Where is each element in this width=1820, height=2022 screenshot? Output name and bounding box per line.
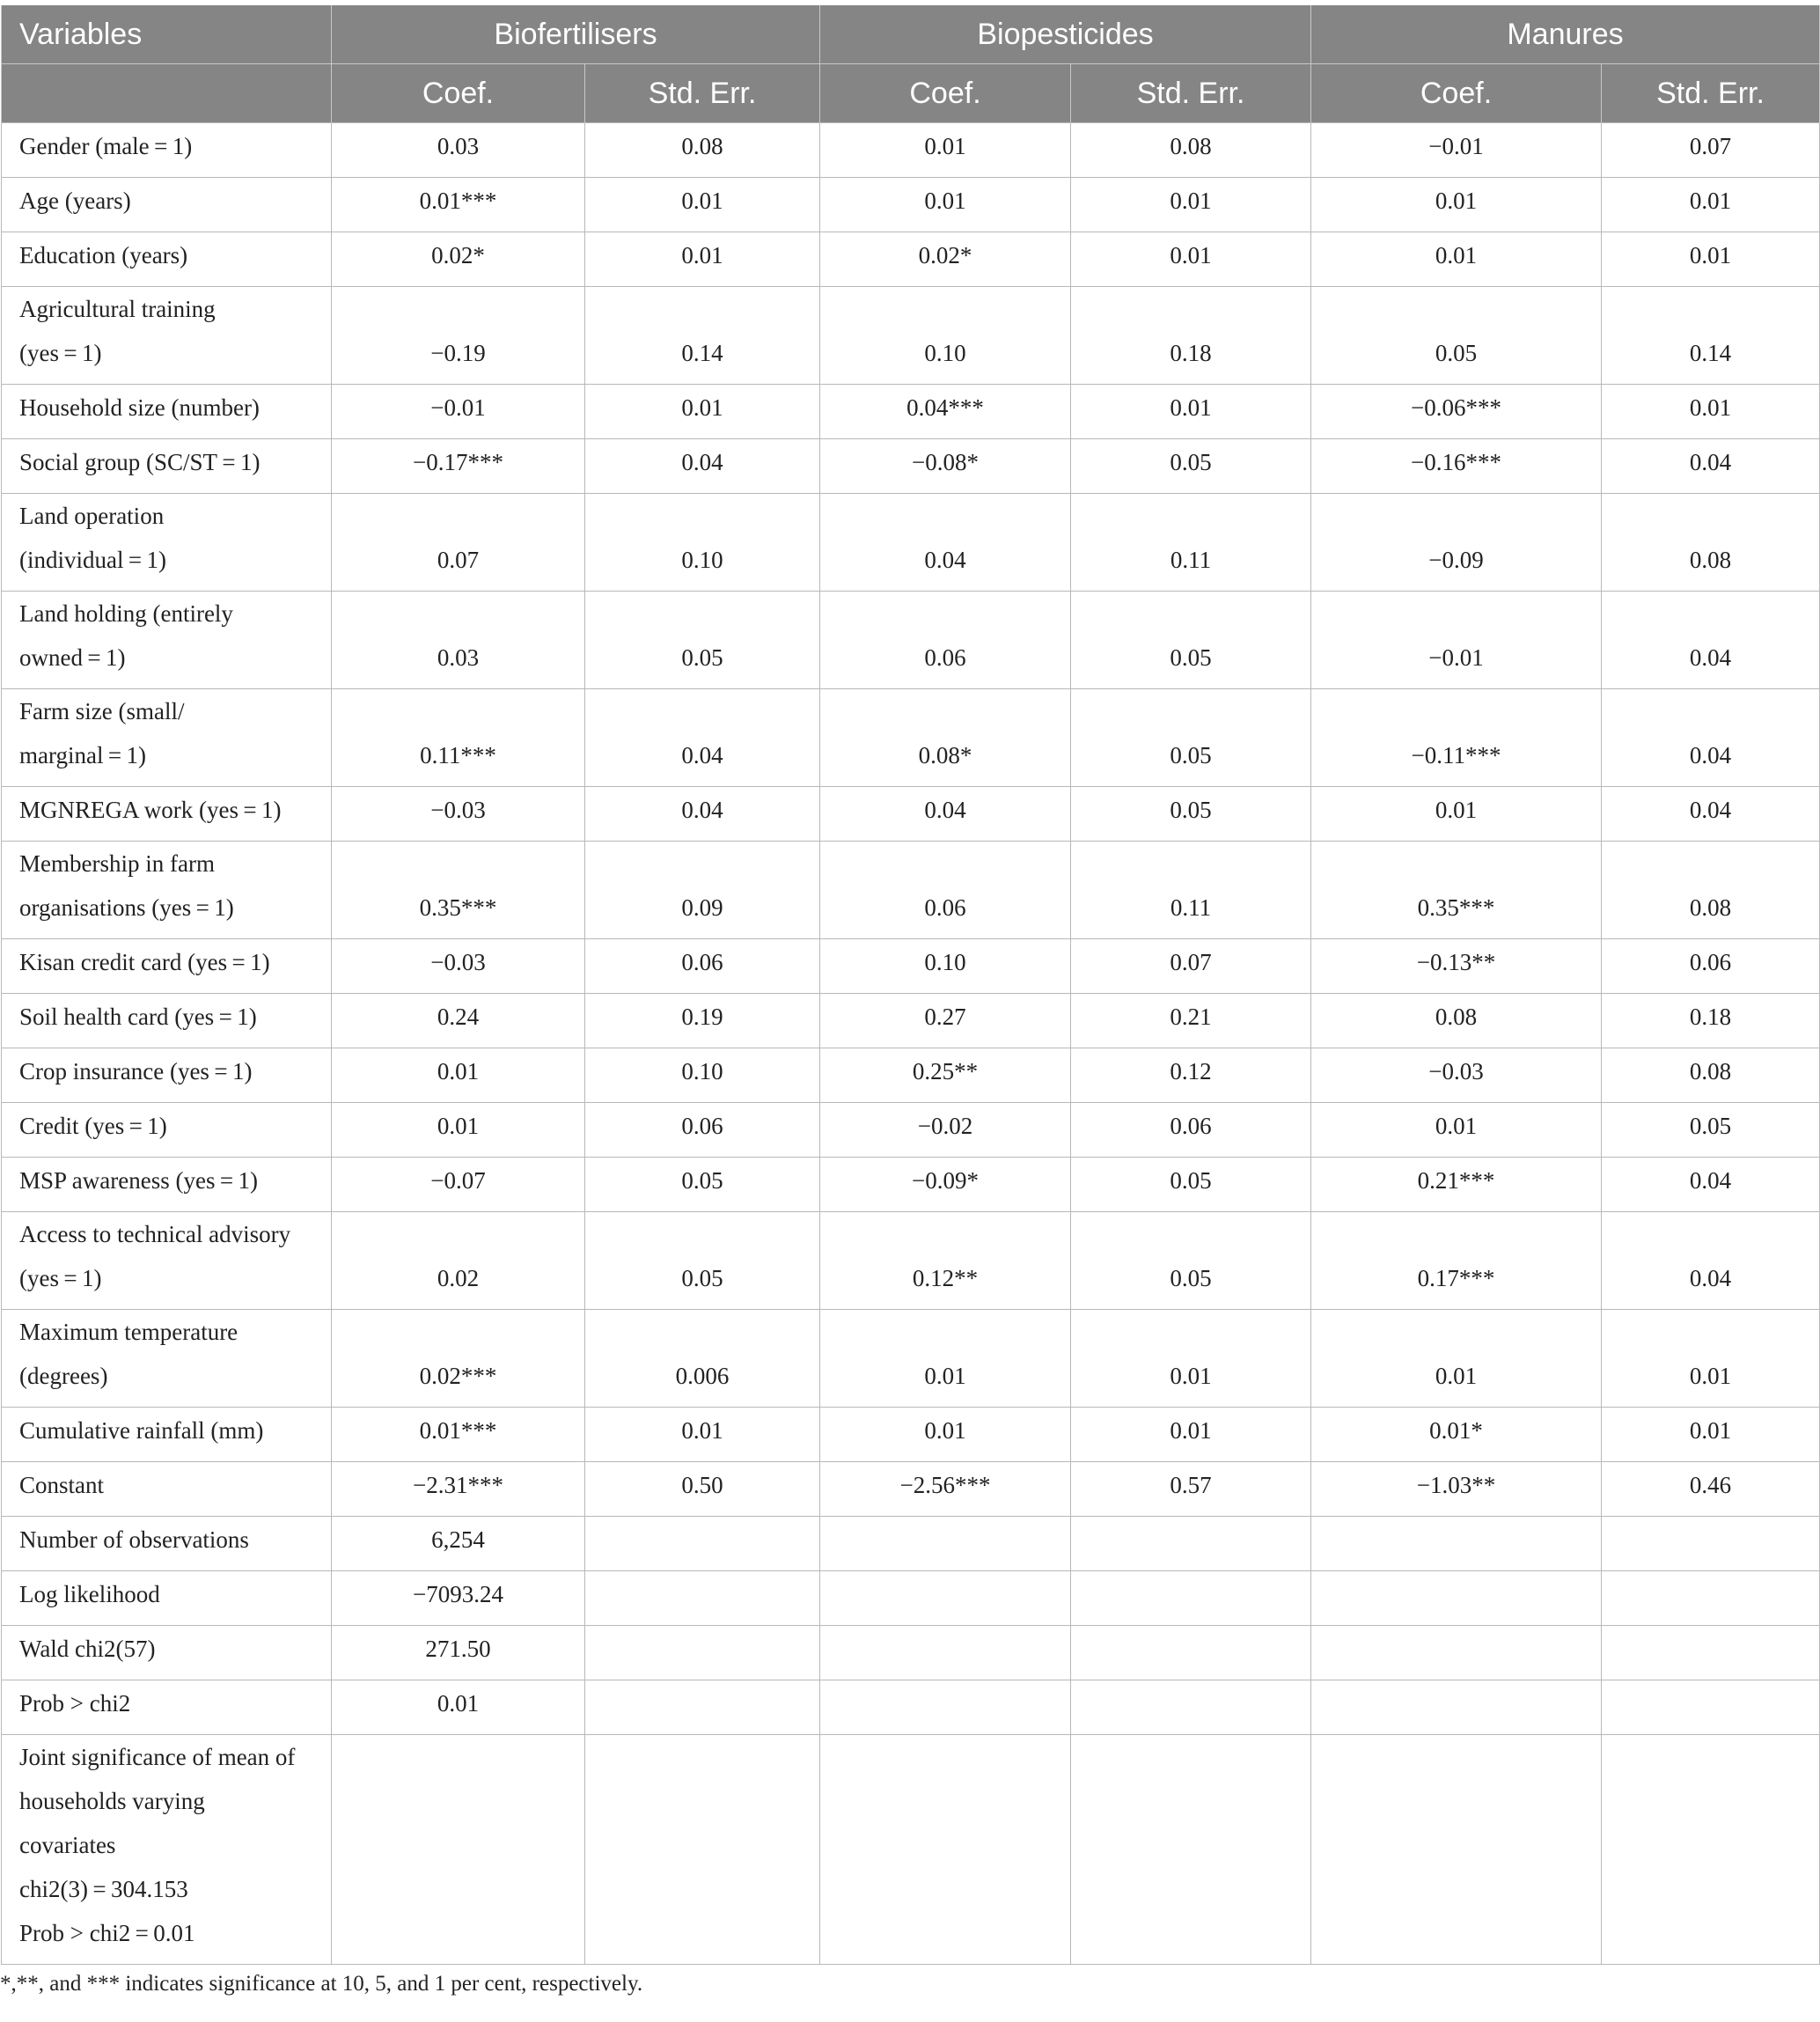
row-label: Agricultural training (yes = 1): [2, 287, 332, 385]
cell-manures-std-err: [1602, 1571, 1820, 1626]
header-group-biopesticides: Biopesticides: [820, 5, 1311, 64]
cell-biopesticides-coef: 0.04: [820, 494, 1071, 592]
table-footnote: *,**, and *** indicates significance at 10, 5, and 1 per cent, respectively.: [0, 1972, 643, 1996]
table-row: [2, 1680, 1820, 1735]
cell-biofertilisers-coef: 0.11***: [332, 689, 585, 787]
cell-manures-coef: −0.06***: [1311, 385, 1602, 439]
subheader-coef: Coef.: [1311, 64, 1602, 123]
cell-biofertilisers-std-err: 0.01: [585, 232, 820, 287]
row-label: Gender (male = 1): [2, 123, 332, 178]
row-label: Number of observations: [2, 1517, 332, 1571]
cell-manures-coef: −0.09: [1311, 494, 1602, 592]
cell-manures-coef: 0.08: [1311, 994, 1602, 1048]
cell-biopesticides-std-err: [1071, 1626, 1311, 1680]
cell-biofertilisers-std-err: 0.01: [585, 1408, 820, 1462]
row-label: Land holding (entirely owned = 1): [2, 592, 332, 689]
row-label: MSP awareness (yes = 1): [2, 1158, 332, 1212]
table-row: [2, 689, 1820, 787]
cell-biopesticides-std-err: 0.05: [1071, 439, 1311, 494]
cell-biofertilisers-coef: −0.01: [332, 385, 585, 439]
cell-manures-coef: [1311, 1626, 1602, 1680]
cell-manures-std-err: [1602, 1680, 1820, 1735]
row-label: Constant: [2, 1462, 332, 1517]
cell-biofertilisers-coef: 0.02***: [332, 1310, 585, 1408]
table-row: [2, 287, 1820, 385]
table-row: [2, 787, 1820, 842]
row-label: Prob > chi2: [2, 1680, 332, 1735]
cell-biofertilisers-std-err: [585, 1517, 820, 1571]
cell-biofertilisers-coef: 0.35***: [332, 842, 585, 939]
table-row: [2, 1571, 1820, 1626]
cell-biofertilisers-coef: 0.03: [332, 592, 585, 689]
cell-manures-coef: −0.13**: [1311, 939, 1602, 994]
subheader-std-err: Std. Err.: [585, 64, 820, 123]
cell-biopesticides-std-err: 0.01: [1071, 232, 1311, 287]
table-row: [2, 1735, 1820, 1965]
cell-biofertilisers-std-err: 0.06: [585, 939, 820, 994]
subheader-coef: Coef.: [332, 64, 585, 123]
cell-biofertilisers-std-err: [585, 1626, 820, 1680]
cell-biopesticides-coef: [820, 1680, 1071, 1735]
row-label: Household size (number): [2, 385, 332, 439]
cell-biofertilisers-std-err: [585, 1735, 820, 1965]
cell-manures-coef: [1311, 1735, 1602, 1965]
cell-biofertilisers-std-err: 0.05: [585, 1212, 820, 1310]
row-label: Land operation (individual = 1): [2, 494, 332, 592]
table-body: [2, 123, 1820, 1965]
cell-biopesticides-std-err: 0.12: [1071, 1048, 1311, 1103]
cell-biofertilisers-coef: 271.50: [332, 1626, 585, 1680]
table-row: [2, 1462, 1820, 1517]
cell-biopesticides-coef: [820, 1735, 1071, 1965]
cell-manures-coef: [1311, 1571, 1602, 1626]
cell-manures-coef: −0.01: [1311, 592, 1602, 689]
cell-manures-coef: −0.03: [1311, 1048, 1602, 1103]
cell-manures-std-err: 0.08: [1602, 494, 1820, 592]
row-label: Joint significance of mean of households varying covariates chi2(3) = 304.153 Prob > chi2 = 0.01: [2, 1735, 332, 1965]
cell-biopesticides-coef: 0.06: [820, 592, 1071, 689]
cell-biopesticides-std-err: [1071, 1517, 1311, 1571]
cell-biofertilisers-coef: 0.01***: [332, 178, 585, 232]
cell-biopesticides-std-err: 0.18: [1071, 287, 1311, 385]
table-row: [2, 178, 1820, 232]
cell-manures-std-err: [1602, 1626, 1820, 1680]
table-row: [2, 1626, 1820, 1680]
cell-manures-std-err: 0.04: [1602, 1158, 1820, 1212]
cell-biopesticides-std-err: [1071, 1680, 1311, 1735]
cell-biopesticides-std-err: 0.11: [1071, 842, 1311, 939]
cell-biofertilisers-coef: 0.01: [332, 1680, 585, 1735]
cell-biofertilisers-coef: 0.07: [332, 494, 585, 592]
cell-biofertilisers-std-err: 0.01: [585, 178, 820, 232]
cell-manures-std-err: 0.08: [1602, 1048, 1820, 1103]
header-variables: Variables: [2, 5, 332, 64]
cell-manures-coef: 0.17***: [1311, 1212, 1602, 1310]
cell-manures-std-err: 0.06: [1602, 939, 1820, 994]
cell-biofertilisers-coef: −2.31***: [332, 1462, 585, 1517]
cell-biopesticides-std-err: [1071, 1735, 1311, 1965]
cell-manures-std-err: 0.01: [1602, 232, 1820, 287]
cell-biofertilisers-std-err: 0.04: [585, 787, 820, 842]
cell-manures-coef: 0.01: [1311, 232, 1602, 287]
row-label: Credit (yes = 1): [2, 1103, 332, 1158]
cell-manures-std-err: 0.01: [1602, 178, 1820, 232]
cell-manures-coef: 0.35***: [1311, 842, 1602, 939]
cell-manures-std-err: 0.04: [1602, 689, 1820, 787]
header-blank: [2, 64, 332, 123]
cell-biofertilisers-std-err: 0.10: [585, 1048, 820, 1103]
table-row: [2, 1103, 1820, 1158]
row-label: Maximum temperature (degrees): [2, 1310, 332, 1408]
cell-biopesticides-std-err: 0.08: [1071, 123, 1311, 178]
cell-manures-coef: [1311, 1680, 1602, 1735]
cell-biofertilisers-std-err: [585, 1571, 820, 1626]
cell-manures-std-err: 0.01: [1602, 385, 1820, 439]
subheader-coef: Coef.: [820, 64, 1071, 123]
cell-biopesticides-std-err: 0.05: [1071, 1158, 1311, 1212]
cell-manures-coef: 0.01: [1311, 1103, 1602, 1158]
cell-manures-std-err: 0.05: [1602, 1103, 1820, 1158]
cell-biofertilisers-coef: [332, 1735, 585, 1965]
cell-manures-std-err: 0.04: [1602, 787, 1820, 842]
cell-biopesticides-std-err: 0.05: [1071, 689, 1311, 787]
cell-manures-coef: −0.01: [1311, 123, 1602, 178]
cell-biopesticides-coef: [820, 1571, 1071, 1626]
cell-biofertilisers-std-err: 0.05: [585, 1158, 820, 1212]
table-row: [2, 994, 1820, 1048]
cell-biopesticides-coef: 0.27: [820, 994, 1071, 1048]
cell-biopesticides-coef: [820, 1517, 1071, 1571]
header-group-manures: Manures: [1311, 5, 1820, 64]
cell-biofertilisers-std-err: 0.01: [585, 385, 820, 439]
row-label: Social group (SC/ST = 1): [2, 439, 332, 494]
cell-biofertilisers-coef: 0.01: [332, 1103, 585, 1158]
row-label: Education (years): [2, 232, 332, 287]
cell-biopesticides-std-err: 0.01: [1071, 1310, 1311, 1408]
cell-biofertilisers-coef: 0.02: [332, 1212, 585, 1310]
table-header: [2, 5, 1820, 123]
cell-biofertilisers-coef: −0.03: [332, 787, 585, 842]
row-label: Kisan credit card (yes = 1): [2, 939, 332, 994]
cell-biopesticides-coef: 0.01: [820, 1310, 1071, 1408]
cell-biofertilisers-coef: 0.01: [332, 1048, 585, 1103]
row-label: Cumulative rainfall (mm): [2, 1408, 332, 1462]
cell-manures-coef: 0.05: [1311, 287, 1602, 385]
cell-biofertilisers-coef: 0.02*: [332, 232, 585, 287]
cell-biopesticides-coef: 0.12**: [820, 1212, 1071, 1310]
table-row: [2, 123, 1820, 178]
cell-biofertilisers-coef: 0.01***: [332, 1408, 585, 1462]
row-label: Wald chi2(57): [2, 1626, 332, 1680]
cell-biopesticides-std-err: 0.01: [1071, 1408, 1311, 1462]
cell-manures-std-err: [1602, 1517, 1820, 1571]
cell-manures-std-err: 0.18: [1602, 994, 1820, 1048]
row-label: Log likelihood: [2, 1571, 332, 1626]
cell-biofertilisers-std-err: 0.10: [585, 494, 820, 592]
cell-manures-std-err: 0.04: [1602, 439, 1820, 494]
cell-biofertilisers-coef: 0.03: [332, 123, 585, 178]
cell-biopesticides-coef: 0.01: [820, 1408, 1071, 1462]
table-row: [2, 939, 1820, 994]
cell-manures-std-err: 0.04: [1602, 592, 1820, 689]
cell-manures-std-err: 0.14: [1602, 287, 1820, 385]
cell-biopesticides-coef: 0.06: [820, 842, 1071, 939]
table-row: [2, 1310, 1820, 1408]
row-label: Age (years): [2, 178, 332, 232]
cell-biopesticides-std-err: 0.21: [1071, 994, 1311, 1048]
cell-biopesticides-coef: −0.09*: [820, 1158, 1071, 1212]
cell-biopesticides-coef: −0.08*: [820, 439, 1071, 494]
cell-biofertilisers-std-err: 0.09: [585, 842, 820, 939]
cell-manures-std-err: 0.08: [1602, 842, 1820, 939]
table-row: [2, 1517, 1820, 1571]
cell-biopesticides-coef: 0.02*: [820, 232, 1071, 287]
cell-manures-std-err: 0.01: [1602, 1310, 1820, 1408]
cell-biofertilisers-std-err: 0.04: [585, 439, 820, 494]
cell-manures-std-err: [1602, 1735, 1820, 1965]
cell-biofertilisers-coef: −0.07: [332, 1158, 585, 1212]
cell-manures-coef: 0.21***: [1311, 1158, 1602, 1212]
cell-biopesticides-std-err: 0.01: [1071, 178, 1311, 232]
subheader-std-err: Std. Err.: [1071, 64, 1311, 123]
cell-biopesticides-std-err: [1071, 1571, 1311, 1626]
cell-biopesticides-coef: 0.10: [820, 287, 1071, 385]
cell-biopesticides-coef: 0.01: [820, 178, 1071, 232]
cell-biopesticides-std-err: 0.05: [1071, 1212, 1311, 1310]
header-row-subheaders: [2, 64, 1820, 123]
row-label: Crop insurance (yes = 1): [2, 1048, 332, 1103]
cell-manures-coef: −0.16***: [1311, 439, 1602, 494]
cell-manures-coef: 0.01: [1311, 787, 1602, 842]
table-row: [2, 494, 1820, 592]
row-label: Membership in farm organisations (yes = 1): [2, 842, 332, 939]
cell-biofertilisers-std-err: 0.006: [585, 1310, 820, 1408]
table-row: [2, 842, 1820, 939]
table-row: [2, 232, 1820, 287]
cell-biopesticides-coef: 0.10: [820, 939, 1071, 994]
cell-biofertilisers-std-err: 0.50: [585, 1462, 820, 1517]
cell-biopesticides-std-err: 0.05: [1071, 592, 1311, 689]
cell-biofertilisers-std-err: [585, 1680, 820, 1735]
cell-biopesticides-coef: [820, 1626, 1071, 1680]
cell-biopesticides-std-err: 0.01: [1071, 385, 1311, 439]
cell-manures-coef: [1311, 1517, 1602, 1571]
table-row: [2, 1158, 1820, 1212]
cell-manures-coef: −1.03**: [1311, 1462, 1602, 1517]
cell-biopesticides-coef: 0.25**: [820, 1048, 1071, 1103]
cell-manures-std-err: 0.01: [1602, 1408, 1820, 1462]
cell-biofertilisers-coef: 6,254: [332, 1517, 585, 1571]
table-row: [2, 385, 1820, 439]
cell-biopesticides-std-err: 0.11: [1071, 494, 1311, 592]
subheader-std-err: Std. Err.: [1602, 64, 1820, 123]
header-group-biofertilisers: Biofertilisers: [332, 5, 820, 64]
header-row-groups: [2, 5, 1820, 64]
cell-biofertilisers-std-err: 0.04: [585, 689, 820, 787]
cell-manures-coef: −0.11***: [1311, 689, 1602, 787]
cell-biopesticides-coef: 0.08*: [820, 689, 1071, 787]
cell-manures-coef: 0.01*: [1311, 1408, 1602, 1462]
cell-biofertilisers-coef: −0.03: [332, 939, 585, 994]
regression-table: [1, 5, 1820, 1965]
cell-manures-coef: 0.01: [1311, 1310, 1602, 1408]
table-row: [2, 592, 1820, 689]
cell-biofertilisers-std-err: 0.14: [585, 287, 820, 385]
row-label: Farm size (small/ marginal = 1): [2, 689, 332, 787]
cell-biopesticides-coef: −0.02: [820, 1103, 1071, 1158]
cell-biofertilisers-std-err: 0.08: [585, 123, 820, 178]
cell-biofertilisers-std-err: 0.05: [585, 592, 820, 689]
table-row: [2, 1408, 1820, 1462]
cell-biofertilisers-coef: 0.24: [332, 994, 585, 1048]
cell-manures-std-err: 0.46: [1602, 1462, 1820, 1517]
cell-manures-std-err: 0.07: [1602, 123, 1820, 178]
cell-biofertilisers-std-err: 0.06: [585, 1103, 820, 1158]
cell-biofertilisers-coef: −0.17***: [332, 439, 585, 494]
cell-biofertilisers-std-err: 0.19: [585, 994, 820, 1048]
cell-biopesticides-coef: 0.04***: [820, 385, 1071, 439]
table-row: [2, 1048, 1820, 1103]
cell-biopesticides-std-err: 0.05: [1071, 787, 1311, 842]
row-label: Access to technical advisory (yes = 1): [2, 1212, 332, 1310]
cell-biopesticides-std-err: 0.07: [1071, 939, 1311, 994]
cell-manures-coef: 0.01: [1311, 178, 1602, 232]
cell-biopesticides-coef: 0.01: [820, 123, 1071, 178]
table-row: [2, 439, 1820, 494]
cell-manures-std-err: 0.04: [1602, 1212, 1820, 1310]
cell-biopesticides-coef: −2.56***: [820, 1462, 1071, 1517]
cell-biopesticides-std-err: 0.57: [1071, 1462, 1311, 1517]
cell-biofertilisers-coef: −7093.24: [332, 1571, 585, 1626]
table-container: [0, 5, 1820, 1965]
cell-biopesticides-std-err: 0.06: [1071, 1103, 1311, 1158]
cell-biopesticides-coef: 0.04: [820, 787, 1071, 842]
row-label: Soil health card (yes = 1): [2, 994, 332, 1048]
row-label: MGNREGA work (yes = 1): [2, 787, 332, 842]
cell-biofertilisers-coef: −0.19: [332, 287, 585, 385]
table-row: [2, 1212, 1820, 1310]
